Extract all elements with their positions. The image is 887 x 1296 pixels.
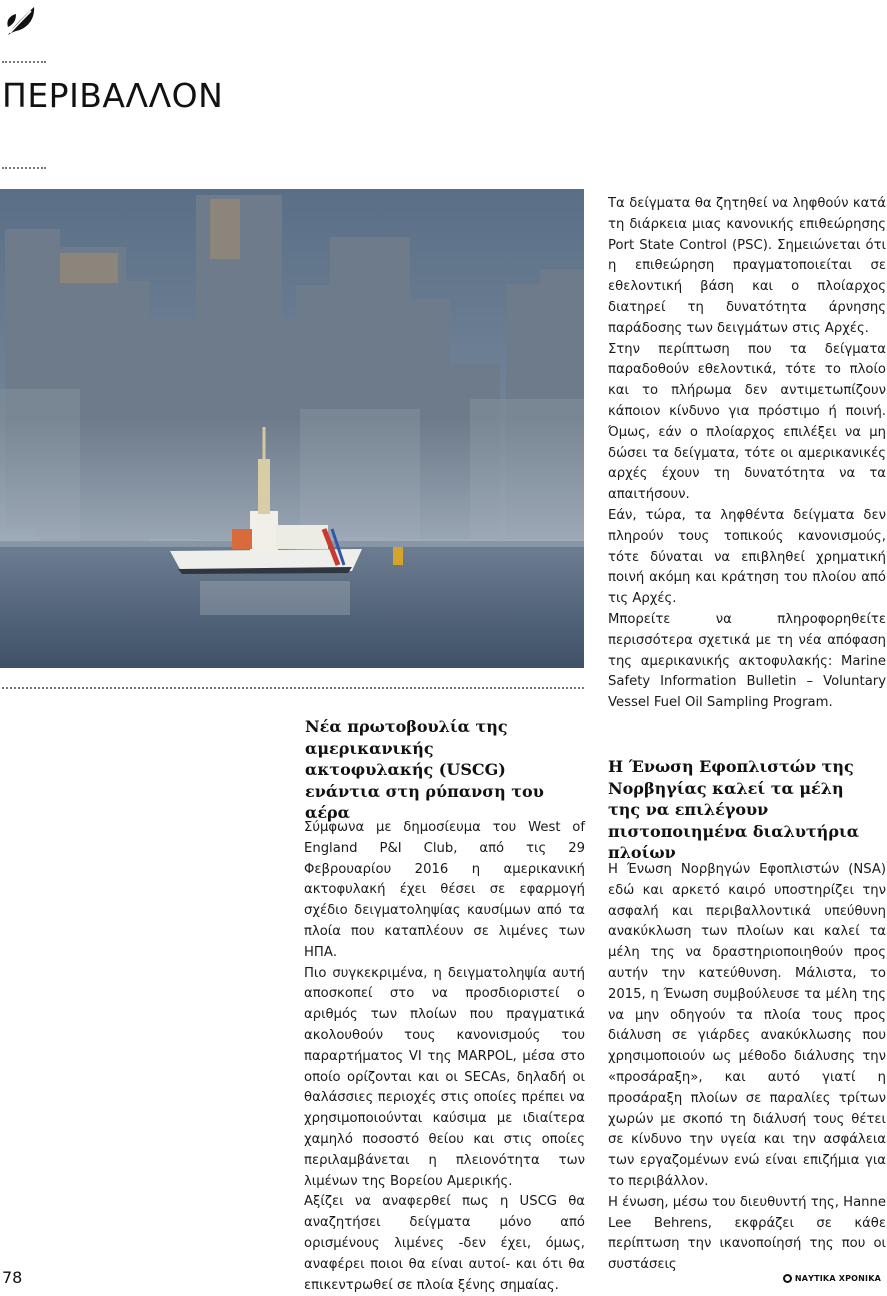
article2-headline: Η Ένωση Εφοπλιστών της Νορβηγίας καλεί τα μέλη της να επιλέγουν πιστοποιημένα διαλυτήρια πλοίων: [608, 757, 860, 862]
title-divider: [2, 167, 46, 169]
paragraph: Τα δείγματα θα ζητηθεί να ληφθούν κατά τη διάρκεια μιας κανονικής επιθεώρησης Port State Control (PSC). Σημειώνεται ότι η επιθεώρηση πραγματοποιείται σε εθελοντική βάση και ο πλοίαρχος διατηρεί τη δυνατότητα άρνησης παράδοσης των δειγμάτων στις Αρχές.: [608, 196, 886, 336]
paragraph: Η ένωση, μέσω του διευθυντή της, Hanne Lee Behrens, εκφράζει σε κάθε περίπτωση την ικανοποίησή της που οι συστάσεις: [608, 1194, 886, 1273]
coast-guard-cutter-photo: [0, 189, 584, 668]
brand-footer: [783, 1274, 881, 1283]
paragraph: Πιο συγκεκριμένα, η δειγματοληψία αυτή αποσκοπεί στο να προσδιοριστεί ο αριθμός των πλοίων που πραγματικά ακολουθούν τους κανονισμούς του παραρτήματος VI της MARPOL, μέσα στο οποίο ορίζονται και οι SECAs, δηλαδή οι θαλάσσιες περιοχές στις οποίες πρέπει να χρησιμοποιούνται καύσιμα με ιδιαίτερα χαμηλό ποσοστό θείου και στις οποίες περιλαμβάνεται η πλειονότητα των λιμένων της Βορείου Αμερικής.: [304, 965, 585, 1189]
article1-body-col1: [304, 818, 585, 1296]
article1-headline: Νέα πρωτοβουλία της αμερικανικής ακτοφυλακής (USCG) ενάντια στη ρύπανση του αέρα: [305, 717, 544, 822]
paragraph: Η Ένωση Νορβηγών Εφοπλιστών (NSA) εδώ και αρκετό καιρό υποστηρίζει την ασφαλή και περιβαλλοντικά υπεύθυνη ανακύκλωση των πλοίων και καλεί τα μέλη της να δραστηριοποιηθούν προς αυτήν την κατεύθυνση. Μάλιστα, το 2015, η Ένωση συμβούλευσε τα μέλη της να μην οδηγούν τα πλοία τους προς διάλυση σε γιάρδες ανακύκλωσης που χρησιμοποιούν ως μέθοδο διάλυσης την «προσάραξη», και αυτό γιατί η προσάραξη πλοίων σε παραλίες τρίτων χωρών με σκοπό τη διάλυσή τους θέτει σε κίνδυνο την υγεία και την ασφάλεια των εργαζομένων ενώ είναι επιζήμια για το περιβάλλον.: [608, 862, 886, 1189]
paragraph: Εάν, τώρα, τα ληφθέντα δείγματα δεν πληρούν τους τοπικούς κανονισμούς, τότε δύναται να επιβληθεί χρηματική ποινή ακόμη και κράτηση του πλοίου από τις Αρχές.: [608, 507, 886, 607]
paragraph: Μπορείτε να πληροφορηθείτε περισσότερα σχετικά με τη νέα απόφαση της αμερικανικής ακτοφυλακής: Marine Safety Information Bulletin – Voluntary Vessel Fuel Oil Sampling Program.: [608, 611, 886, 711]
page-number: 78: [2, 1268, 23, 1287]
brand-logo-icon: [783, 1274, 792, 1283]
article1-body-col2: [608, 194, 886, 714]
paragraph: Σύμφωνα με δημοσίευμα του West of England P&I Club, από τις 29 Φεβρουαρίου 2016 η αμερικανική ακτοφυλακή έχει θέσει σε εφαρμογή σχέδιο δειγματοληψίας καυσίμων από τα πλοία που καταπλέουν σε λιμένες των ΗΠΑ.: [304, 820, 585, 960]
paragraph: Αξίζει να αναφερθεί πως η USCG θα αναζητήσει δείγματα μόνο από ορισμένους λιμένες -δεν έχει, όμως, αναφέρει ποιοι θα είναι αυτοί- και ότι θα επικεντρωθεί σε πλοία ξένης σημαίας.: [304, 1194, 585, 1293]
brand-name: ΝΑΥΤΙΚΑ ΧΡΟΝΙΚΑ: [794, 1274, 881, 1283]
top-divider: [2, 61, 46, 63]
paragraph: Στην περίπτωση που τα δείγματα παραδοθούν εθελοντικά, τότε το πλοίο και το πλήρωμα δεν αντιμετωπίζουν κάποιον κίνδυνο για πρόστιμο ή ποινή. Όμως, εάν ο πλοίαρχος επιλέξει να μη δώσει τα δείγματα, τότε οι αμερικανικές αρχές έχουν τη δυνατότητα να τα απαιτήσουν.: [608, 341, 886, 503]
leaf-icon: [4, 2, 40, 38]
photo-divider: [2, 687, 584, 689]
article2-body: [608, 860, 886, 1276]
section-title: ΠΕΡΙΒΑΛΛΟΝ: [2, 76, 224, 115]
